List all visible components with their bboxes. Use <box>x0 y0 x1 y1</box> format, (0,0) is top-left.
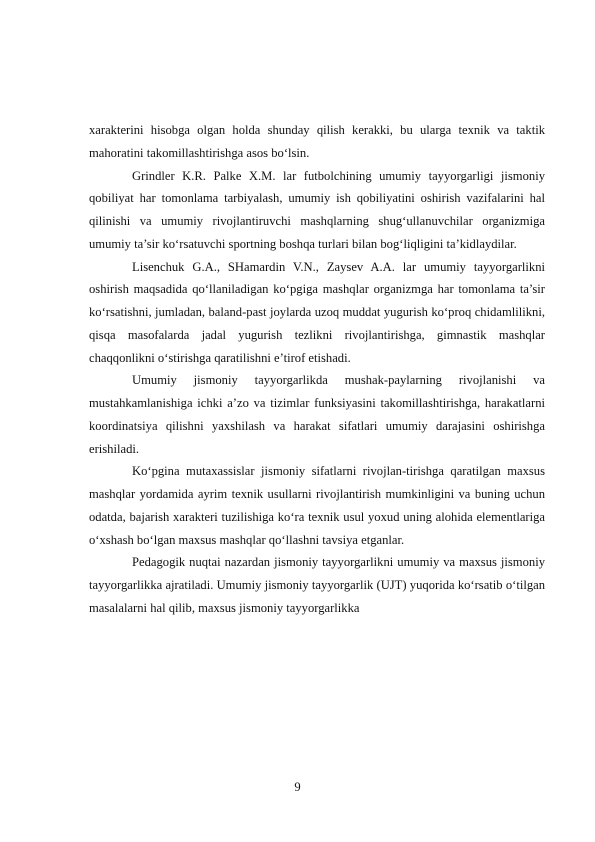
paragraph: Grindler K.R. Palke X.M. lar futbolchining umumiy tayyorgarligi jismoniy qobiliyat har tomonlama tarbiyalash, umumiy ish qobiliyatini oshirish vazifalarini hal qilinishi va umumiy rivojlantiruvchi mashqlarning shug‘ullanuvchilar organizmiga umumiy ta’sir ko‘rsatuvchi sportning boshqa turlari bilan bog‘liqligini ta’kidlaydilar. <box>89 168 545 251</box>
page-number: 9 <box>294 780 301 794</box>
paragraph: Umumiy jismoniy tayyorgarlikda mushak-paylarning rivojlanishi va mustahkamlanishiga ichki a’zo va tizimlar funksiyasini takomillashtirishga, harakatlarni koordinatsiya qilishni yaxshilash va harakat sifatlari umumiy darajasini oshirishga erishiladi. <box>89 373 545 456</box>
paragraph: Pedagogik nuqtai nazardan jismoniy tayyorgarlikni umumiy va maxsus jismoniy tayyorgarlikka ajratiladi. Umumiy jismoniy tayyorgarlik (UJT) yuqorida ko‘rsatib o‘tilgan masalalarni hal qilib, maxsus jismoniy tayyorgarlikka <box>89 555 545 615</box>
document-body <box>89 119 545 620</box>
paragraph: Lisenchuk G.A., SHamardin V.N., Zaysev A.A. lar umumiy tayyorgarlikni oshirish maqsadida qo‘llaniladigan ko‘pgiga mashqlar organizmga har tomonlama ta’sir ko‘rsatishni, jumladan, baland-past joylarda uzoq muddat yugurish ko‘proq chidamlilikni, qisqa masofalarda jadal yugurish tezlikni rivojlantirishga, gimnastik mashqlar chaqqonlikni o‘stirishga qaratilishni e’tirof etishadi. <box>89 259 545 365</box>
paragraph: Ko‘pgina mutaxassislar jismoniy sifatlarni rivojlan-tirishga qaratilgan maxsus mashqlar yordamida ayrim texnik usullarni rivojlantirish mumkinligini va buning uchun odatda, bajarish xarakteri tuzilishiga ko‘ra texnik usul yoxud uning alohida elementlariga o‘xshash bo‘lgan maxsus mashqlar qo‘llashni tavsiya etganlar. <box>89 464 545 547</box>
paragraph: xarakterini hisobga olgan holda shunday qilish kerakki, bu ularga texnik va taktik mahoratini takomillashtirishga asos bo‘lsin. <box>89 123 545 160</box>
